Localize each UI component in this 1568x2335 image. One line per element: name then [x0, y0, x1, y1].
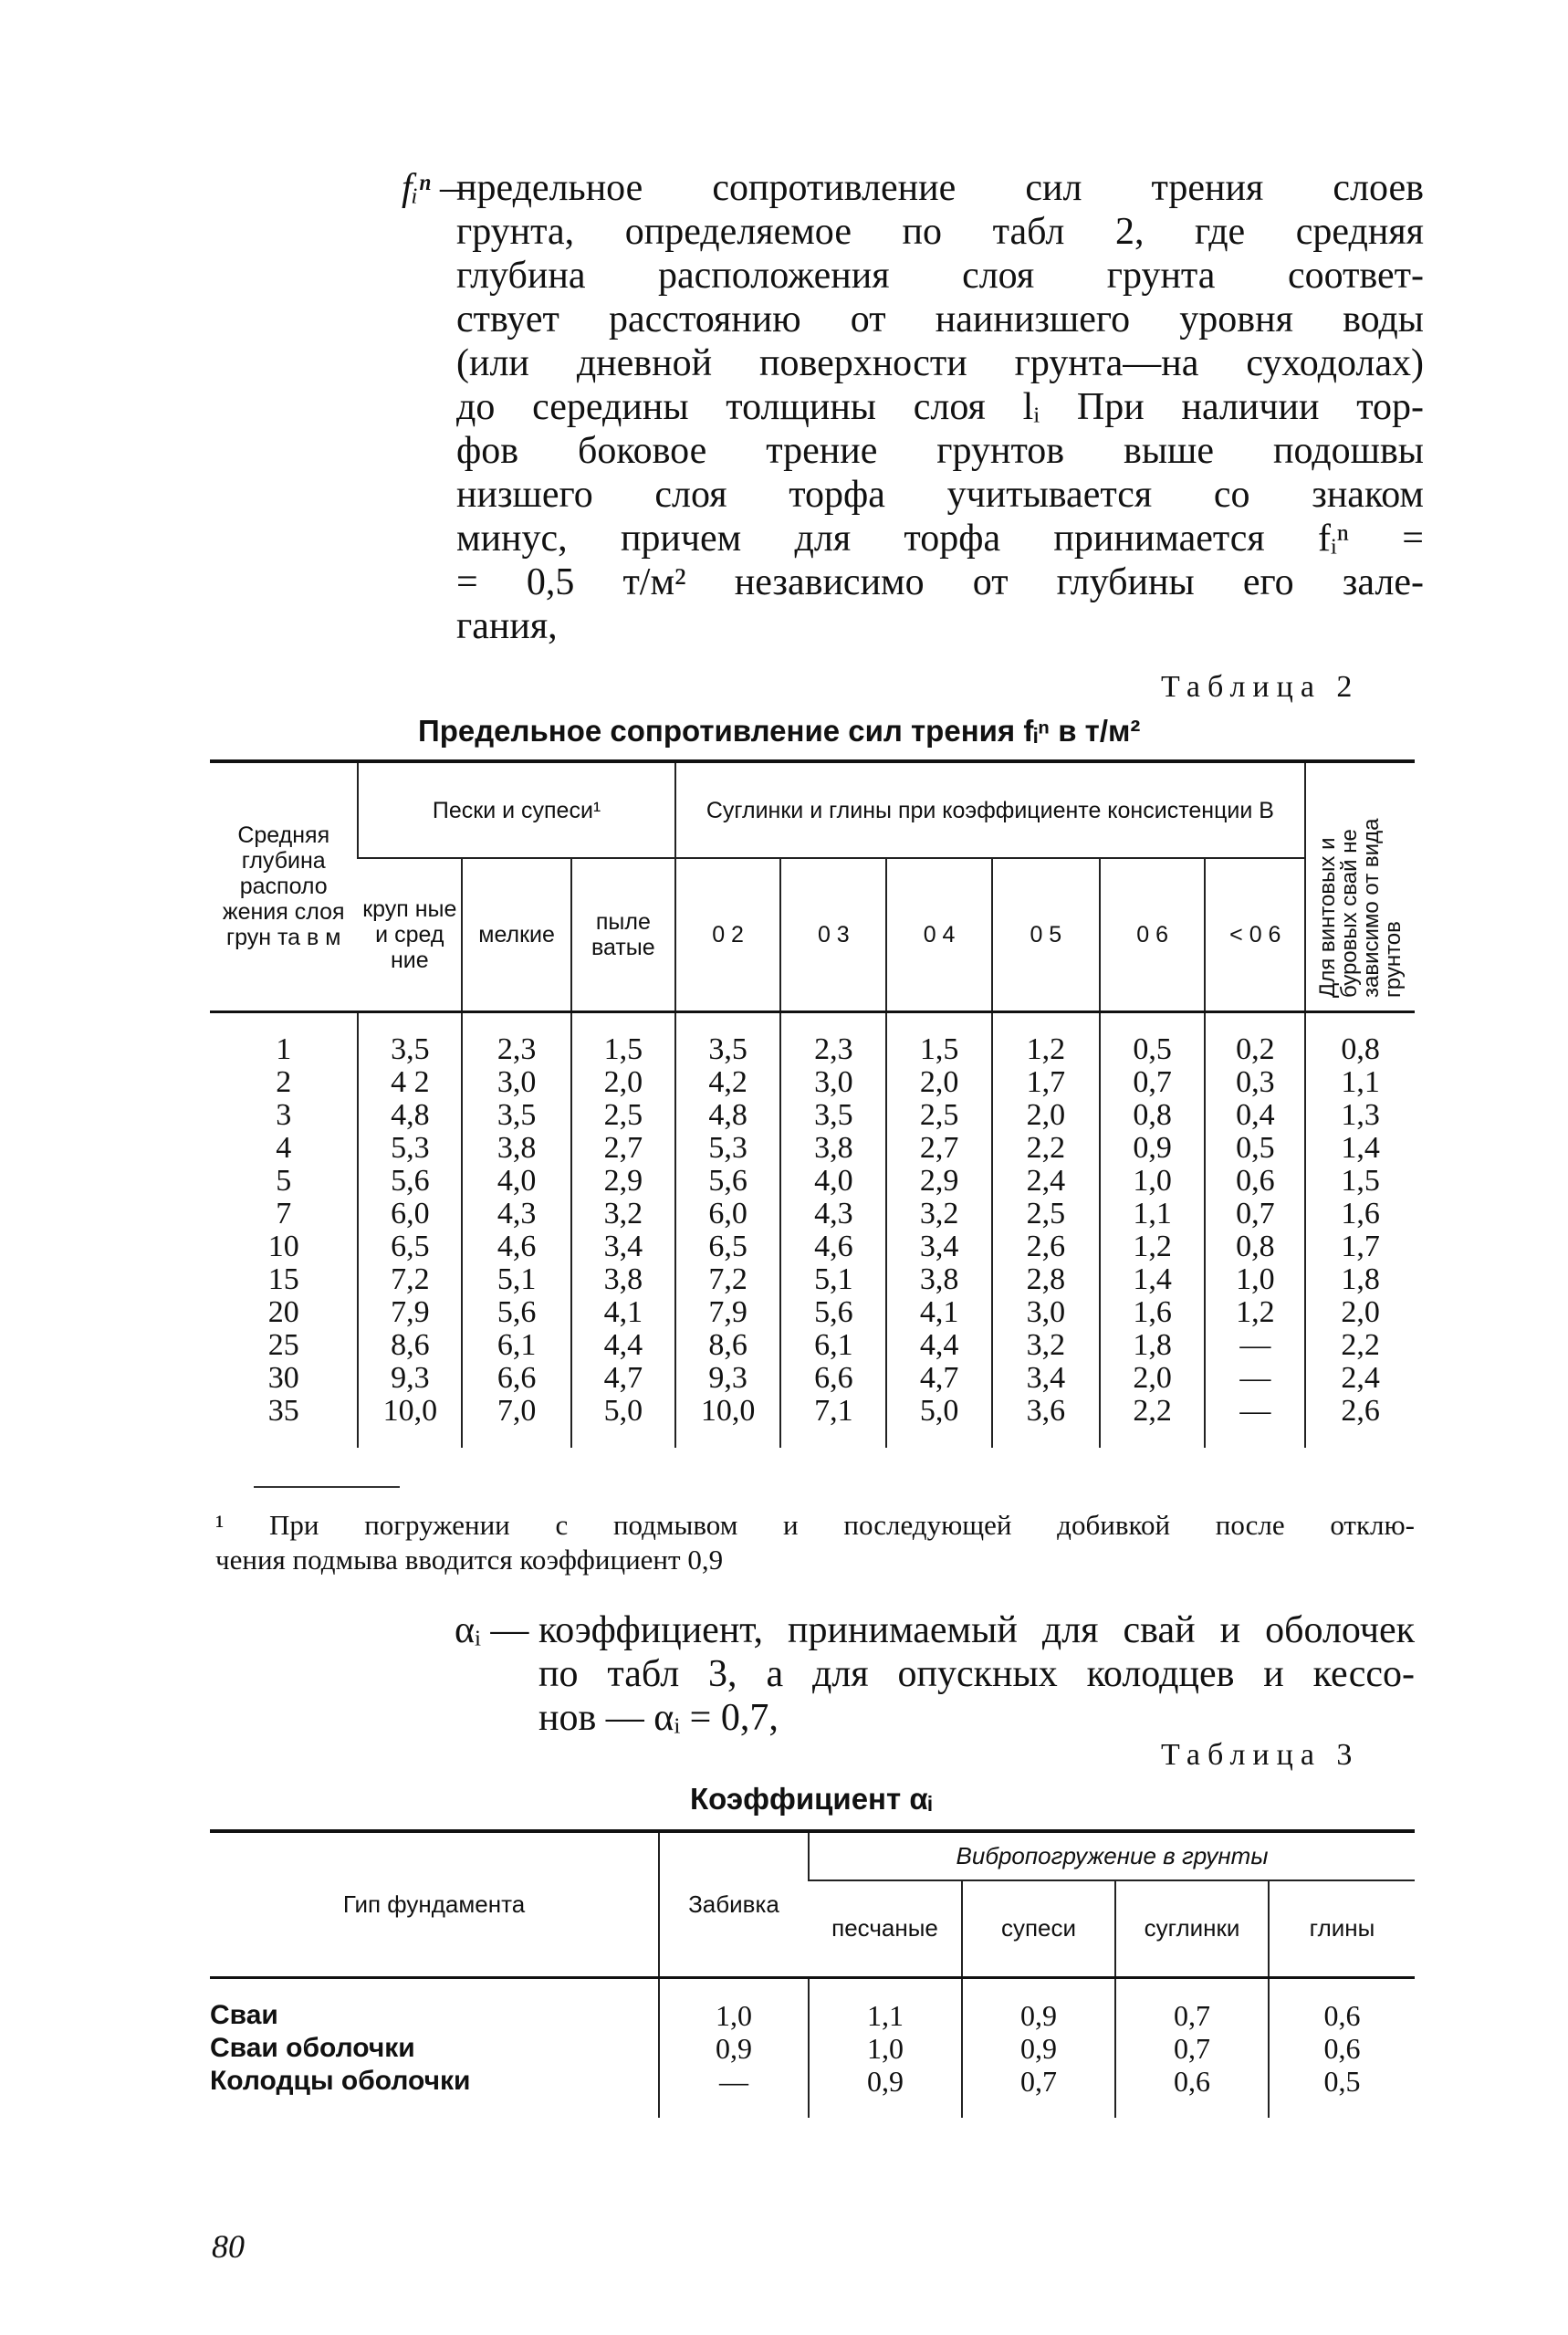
table-cell: 3,0: [780, 1066, 886, 1099]
header-clays-group: Суглинки и глины при коэффициенте консистенции B: [675, 761, 1305, 858]
header-vibro-col: супеси: [962, 1880, 1115, 1977]
paragraph-line: = 0,5 т/м² независимо от глубины его зале-: [456, 561, 1424, 603]
table-cell: 7,2: [358, 1263, 462, 1296]
table-cell: 6,0: [675, 1198, 781, 1230]
paragraph-line: по табл 3, а для опускных колодцев и кессо-: [538, 1653, 1415, 1695]
table-cell: Сваи оболочки: [210, 2032, 415, 2063]
table-row: [210, 1296, 1415, 1329]
header-vibro-col: песчаные: [809, 1880, 962, 1977]
table-cell: 0,7: [1100, 1066, 1206, 1099]
table-cell: 2,0: [571, 1066, 675, 1099]
table-cell: 2: [276, 1064, 292, 1099]
table-cell: 35: [267, 1393, 299, 1428]
table-cell: 20: [267, 1294, 299, 1329]
table-cell: 2,2: [1100, 1395, 1206, 1448]
table-cell: 7,9: [675, 1296, 781, 1329]
table-cell: 7,9: [358, 1296, 462, 1329]
table-cell: 1,5: [1305, 1165, 1415, 1198]
table-cell: 1,1: [1305, 1066, 1415, 1099]
paragraph-line: фов боковое трение грунтов выше подошвы: [456, 430, 1424, 472]
table-row: [210, 1011, 1415, 1066]
table-cell: 4,6: [780, 1230, 886, 1263]
table-cell: 2,5: [886, 1099, 992, 1132]
table-cell: —: [659, 2065, 809, 2118]
footnote-line: ¹ При погружении с подмывом и последующей добивкой после отклю-: [215, 1509, 1415, 1541]
table-cell: 6,6: [462, 1362, 571, 1395]
table-cell: 10,0: [358, 1395, 462, 1448]
table-cell: 7,2: [675, 1263, 781, 1296]
table-cell: 3,8: [571, 1263, 675, 1296]
table2-friction: [210, 759, 1415, 1448]
table-cell: 3,4: [992, 1362, 1100, 1395]
table-cell: —: [1205, 1395, 1305, 1448]
table-cell: 2,6: [992, 1230, 1100, 1263]
table-cell: 5,1: [780, 1263, 886, 1296]
paragraph-line: низшего слоя торфа учитывается со знаком: [456, 474, 1424, 516]
table-cell: 8,6: [675, 1329, 781, 1362]
table-cell: 1,1: [809, 1977, 962, 2032]
table-cell: 3,4: [886, 1230, 992, 1263]
table-cell: 3,2: [571, 1198, 675, 1230]
header-vibro-col: глины: [1269, 1880, 1415, 1977]
table-cell: 2,0: [992, 1099, 1100, 1132]
header-clay-col: 0 4: [886, 858, 992, 1011]
table-cell: 1,4: [1100, 1263, 1206, 1296]
table-cell: 2,4: [992, 1165, 1100, 1198]
table-row: [210, 1165, 1415, 1198]
paragraph-line: нов — αᵢ = 0,7,: [538, 1697, 779, 1739]
table-cell: 0,3: [1205, 1066, 1305, 1099]
table-cell: 2,7: [886, 1132, 992, 1165]
table-row: [210, 1263, 1415, 1296]
table-cell: 4,3: [780, 1198, 886, 1230]
table3-caption: Таблица 3: [1161, 1738, 1360, 1772]
table-cell: 0,6: [1205, 1165, 1305, 1198]
table-cell: 3,5: [358, 1011, 462, 1066]
table-cell: 4,1: [571, 1296, 675, 1329]
table-cell: 4,0: [780, 1165, 886, 1198]
table-cell: 5,3: [358, 1132, 462, 1165]
header-clay-col: 0 5: [992, 858, 1100, 1011]
header-driving: Забивка: [659, 1831, 809, 1977]
table-cell: 6,1: [462, 1329, 571, 1362]
table-cell: 0,6: [1269, 1977, 1415, 2032]
table-cell: 10: [267, 1229, 299, 1263]
table-cell: 1,0: [809, 2032, 962, 2065]
table-cell: 2,0: [886, 1066, 992, 1099]
table-cell: 5,1: [462, 1263, 571, 1296]
table-cell: 5: [276, 1163, 292, 1198]
table-cell: 1,3: [1305, 1099, 1415, 1132]
table-cell: 3,8: [780, 1132, 886, 1165]
table-cell: 0,6: [1269, 2032, 1415, 2065]
table-cell: 0,8: [1205, 1230, 1305, 1263]
table-cell: 1,8: [1100, 1329, 1206, 1362]
table-cell: 1,1: [1100, 1198, 1206, 1230]
table-cell: 5,6: [780, 1296, 886, 1329]
table-cell: 0,5: [1205, 1132, 1305, 1165]
table-cell: 0,7: [962, 2065, 1115, 2118]
table-cell: 1,0: [659, 1977, 809, 2032]
table-cell: 4,0: [462, 1165, 571, 1198]
header-sand-col: мелкие: [462, 858, 571, 1011]
table-cell: 1,2: [992, 1011, 1100, 1066]
table-row: [210, 2032, 1415, 2065]
term-alpha: αᵢ —: [455, 1609, 529, 1651]
table-cell: 4,4: [886, 1329, 992, 1362]
table-cell: 0,9: [962, 1977, 1115, 2032]
table-cell: 4,3: [462, 1198, 571, 1230]
table-cell: 15: [267, 1262, 299, 1296]
table-cell: 2,5: [992, 1198, 1100, 1230]
table-cell: 4,1: [886, 1296, 992, 1329]
table-row: [210, 1362, 1415, 1395]
table2-caption: Таблица 2: [1161, 670, 1360, 704]
table-cell: 2,2: [1305, 1329, 1415, 1362]
table-cell: 0,6: [1115, 2065, 1269, 2118]
paragraph-line: предельное сопротивление сил трения слоев: [456, 167, 1424, 209]
table2-title: Предельное сопротивление сил трения fᵢⁿ в т/м²: [418, 714, 1141, 748]
table-cell: 4,8: [358, 1099, 462, 1132]
table-cell: 3,5: [780, 1099, 886, 1132]
table-cell: 3,8: [886, 1263, 992, 1296]
paragraph-line: ствует расстоянию от наинизшего уровня воды: [456, 298, 1424, 340]
table-row: [210, 1977, 1415, 2032]
page-number: 80: [212, 2228, 245, 2265]
table-cell: 1,2: [1100, 1230, 1206, 1263]
table-cell: 2,0: [1100, 1362, 1206, 1395]
table-cell: 0,7: [1205, 1198, 1305, 1230]
table-cell: 0,7: [1115, 1977, 1269, 2032]
table-cell: 3,2: [886, 1198, 992, 1230]
table-cell: 6,5: [358, 1230, 462, 1263]
header-clay-col: 0 6: [1100, 858, 1206, 1011]
table-cell: 5,6: [462, 1296, 571, 1329]
table-cell: 1,2: [1205, 1296, 1305, 1329]
table-cell: 2,4: [1305, 1362, 1415, 1395]
table3-coefficient: [210, 1829, 1415, 2118]
table-cell: 0,2: [1205, 1011, 1305, 1066]
table-cell: —: [1205, 1329, 1305, 1362]
header-foundation-type: Гип фундамента: [210, 1831, 659, 1977]
table-cell: 1,5: [886, 1011, 992, 1066]
table-cell: 6,1: [780, 1329, 886, 1362]
paragraph-friction-definition: [402, 166, 1424, 648]
header-clay-col: 0 2: [675, 858, 781, 1011]
paragraph-line: коэффициент, принимаемый для свай и оболочек: [538, 1609, 1415, 1651]
paragraph-line: глубина расположения слоя грунта соответ-: [456, 255, 1424, 297]
table-cell: 0,9: [659, 2032, 809, 2065]
table-cell: 1,0: [1205, 1263, 1305, 1296]
paragraph-line: до середины толщины слоя lᵢ При наличии тор-: [456, 386, 1424, 428]
table-cell: 3,5: [462, 1099, 571, 1132]
table-row: [210, 1132, 1415, 1165]
table-cell: 1: [276, 1031, 292, 1066]
table-cell: 3: [276, 1097, 292, 1132]
table-cell: 0,7: [1115, 2032, 1269, 2065]
table-cell: 4,7: [571, 1362, 675, 1395]
header-depth: Средняя глубина располо жения слоя грун та в м: [210, 761, 358, 1011]
footnote-rule: [254, 1486, 400, 1488]
table-cell: 2,7: [571, 1132, 675, 1165]
table-cell: 2,6: [1305, 1395, 1415, 1448]
paragraph-line: (или дневной поверхности грунта—на суходолах): [456, 342, 1424, 384]
footnote-line: чения подмыва вводится коэффициент 0,9: [215, 1544, 724, 1576]
table-row: [210, 1099, 1415, 1132]
table-cell: 3,2: [992, 1329, 1100, 1362]
table-cell: 1,0: [1100, 1165, 1206, 1198]
table-cell: 2,8: [992, 1263, 1100, 1296]
table-cell: 3,5: [675, 1011, 781, 1066]
table-cell: 4,6: [462, 1230, 571, 1263]
table-row: [210, 1198, 1415, 1230]
table-cell: 5,3: [675, 1132, 781, 1165]
table-cell: 4,2: [675, 1066, 781, 1099]
table-cell: 7: [276, 1196, 292, 1230]
table-cell: 6,5: [675, 1230, 781, 1263]
table-cell: 3,0: [992, 1296, 1100, 1329]
table-cell: 4,4: [571, 1329, 675, 1362]
table-cell: 3,0: [462, 1066, 571, 1099]
table-cell: 3,4: [571, 1230, 675, 1263]
table-cell: 2,5: [571, 1099, 675, 1132]
table-cell: 5,0: [571, 1395, 675, 1448]
paragraph-line: грунта, определяемое по табл 2, где средняя: [456, 211, 1424, 253]
header-clay-col: 0 3: [780, 858, 886, 1011]
table-cell: 6,0: [358, 1198, 462, 1230]
header-sand-col: круп ные и сред ние: [358, 858, 462, 1011]
table3-title: Коэффициент αᵢ: [690, 1782, 933, 1816]
header-sand-col: пыле ватые: [571, 858, 675, 1011]
header-screw-piles: [1305, 761, 1415, 1011]
table-cell: 7,1: [780, 1395, 886, 1448]
table-cell: 0,9: [1100, 1132, 1206, 1165]
term-fi: fᵢⁿ —: [402, 167, 475, 209]
table-cell: 1,6: [1100, 1296, 1206, 1329]
table-cell: Колодцы оболочки: [210, 2065, 471, 2096]
footnote: [215, 1508, 1415, 1577]
table-cell: 1,5: [571, 1011, 675, 1066]
table-cell: 2,9: [886, 1165, 992, 1198]
header-sands-group: Пески и супеси¹: [358, 761, 674, 858]
table-row: [210, 1329, 1415, 1362]
table-row: [210, 1395, 1415, 1448]
table-cell: 10,0: [675, 1395, 781, 1448]
paragraph-line: минус, причем для торфа принимается fᵢⁿ =: [456, 518, 1424, 560]
table-cell: 4,8: [675, 1099, 781, 1132]
table-cell: 7,0: [462, 1395, 571, 1448]
table-cell: 0,9: [809, 2065, 962, 2118]
table-cell: 0,8: [1100, 1099, 1206, 1132]
table-cell: —: [1205, 1362, 1305, 1395]
table-cell: 8,6: [358, 1329, 462, 1362]
table-cell: 4,7: [886, 1362, 992, 1395]
table-cell: 1,7: [1305, 1230, 1415, 1263]
paragraph-alpha-definition: [455, 1608, 1415, 1740]
header-clay-col: < 0 6: [1205, 858, 1305, 1011]
table-row: [210, 1230, 1415, 1263]
table-row: [210, 1066, 1415, 1099]
paragraph-line: гания,: [456, 605, 558, 647]
table-cell: 1,8: [1305, 1263, 1415, 1296]
table-cell: 9,3: [358, 1362, 462, 1395]
table-cell: 2,0: [1305, 1296, 1415, 1329]
table-cell: 2,3: [462, 1011, 571, 1066]
table-cell: 0,4: [1205, 1099, 1305, 1132]
table-cell: 6,6: [780, 1362, 886, 1395]
table-cell: 1,7: [992, 1066, 1100, 1099]
table-cell: 30: [267, 1360, 299, 1395]
table-cell: 1,6: [1305, 1198, 1415, 1230]
table-cell: 0,5: [1269, 2065, 1415, 2118]
table-cell: 5,6: [675, 1165, 781, 1198]
table-cell: 2,2: [992, 1132, 1100, 1165]
table-cell: 2,9: [571, 1165, 675, 1198]
header-vibro-group: Вибропогружение в грунты: [809, 1831, 1415, 1880]
table-cell: 4: [276, 1130, 292, 1165]
table-cell: 3,8: [462, 1132, 571, 1165]
table-cell: 0,5: [1100, 1011, 1206, 1066]
table-cell: 5,6: [358, 1165, 462, 1198]
table-cell: Сваи: [210, 1999, 278, 2030]
table-cell: 3,6: [992, 1395, 1100, 1448]
table-cell: 4 2: [358, 1066, 462, 1099]
table-cell: 0,9: [962, 2032, 1115, 2065]
table-cell: 5,0: [886, 1395, 992, 1448]
table-cell: 1,4: [1305, 1132, 1415, 1165]
table-row: [210, 2065, 1415, 2118]
table-cell: 9,3: [675, 1362, 781, 1395]
table-cell: 2,3: [780, 1011, 886, 1066]
header-screw-piles-text: Для винтовых и буровых свай не зависимо от вида грунтов: [1314, 818, 1406, 999]
table-cell: 0,8: [1305, 1011, 1415, 1066]
table-cell: 25: [267, 1327, 299, 1362]
header-vibro-col: суглинки: [1115, 1880, 1269, 1977]
